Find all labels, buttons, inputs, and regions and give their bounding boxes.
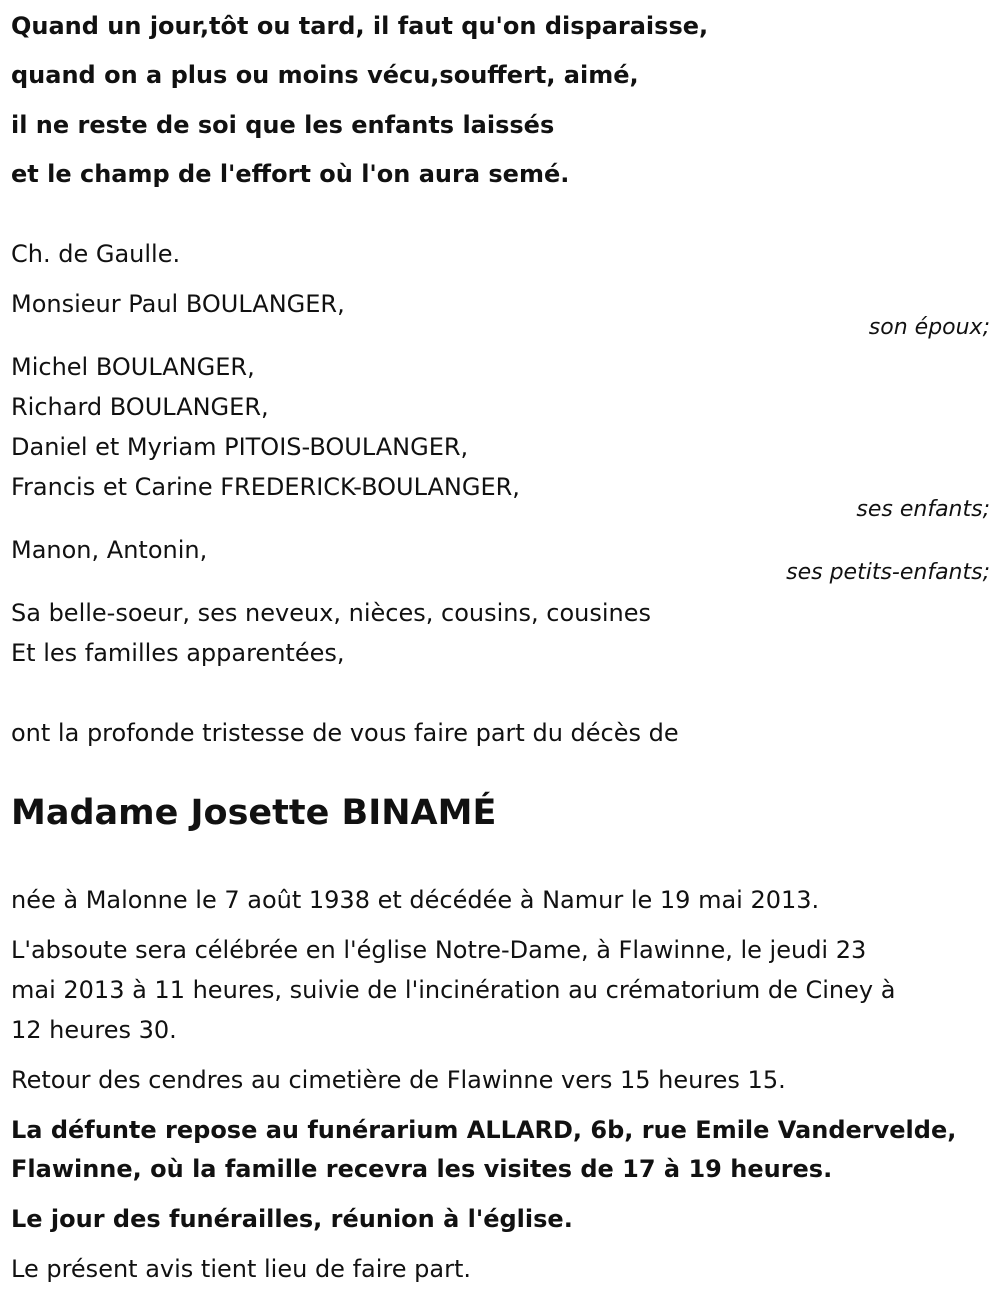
poem-line-4: et le champ de l'effort où l'on aura semé. [11, 160, 570, 188]
children-relation: ses enfants; [856, 497, 990, 522]
announcement: ont la profonde tristesse de vous faire part du décès de [11, 719, 679, 747]
ceremony-line-3: 12 heures 30. [11, 1016, 177, 1044]
ceremony-line-1: L'absoute sera célébrée en l'église Notre-Dame, à Flawinne, le jeudi 23 [11, 936, 867, 964]
child-3: Daniel et Myriam PITOIS-BOULANGER, [11, 433, 469, 461]
spouse-name: Monsieur Paul BOULANGER, [11, 290, 345, 318]
poem-line-1: Quand un jour,tôt ou tard, il faut qu'on disparaisse, [11, 12, 709, 40]
meeting-note: Le jour des funérailles, réunion à l'église. [11, 1205, 573, 1233]
notice-line: Le présent avis tient lieu de faire part. [11, 1255, 471, 1283]
ashes-return: Retour des cendres au cimetière de Flawinne vers 15 heures 15. [11, 1066, 786, 1094]
poem-author: Ch. de Gaulle. [11, 240, 181, 268]
poem-line-2: quand on a plus ou moins vécu,souffert, aimé, [11, 61, 639, 89]
child-1: Michel BOULANGER, [11, 353, 255, 381]
spouse-relation: son époux; [868, 315, 990, 340]
funeral-home-line-2: Flawinne, où la famille recevra les visites de 17 à 19 heures. [11, 1155, 833, 1183]
birth-death: née à Malonne le 7 août 1938 et décédée à Namur le 19 mai 2013. [11, 886, 820, 914]
grandchildren-relation: ses petits-enfants; [786, 560, 990, 585]
grandchildren-names: Manon, Antonin, [11, 536, 208, 564]
child-2: Richard BOULANGER, [11, 393, 269, 421]
others-line-2: Et les familles apparentées, [11, 639, 345, 667]
funeral-home-line-1: La défunte repose au funérarium ALLARD, 6b, rue Emile Vandervelde, [11, 1116, 957, 1144]
ceremony-line-2: mai 2013 à 11 heures, suivie de l'incinération au crématorium de Ciney à [11, 976, 896, 1004]
deceased-name: Madame Josette BINAMÉ [11, 793, 497, 833]
others-line-1: Sa belle-soeur, ses neveux, nièces, cousins, cousines [11, 599, 651, 627]
child-4: Francis et Carine FREDERICK-BOULANGER, [11, 473, 520, 501]
poem-line-3: il ne reste de soi que les enfants laissés [11, 111, 555, 139]
